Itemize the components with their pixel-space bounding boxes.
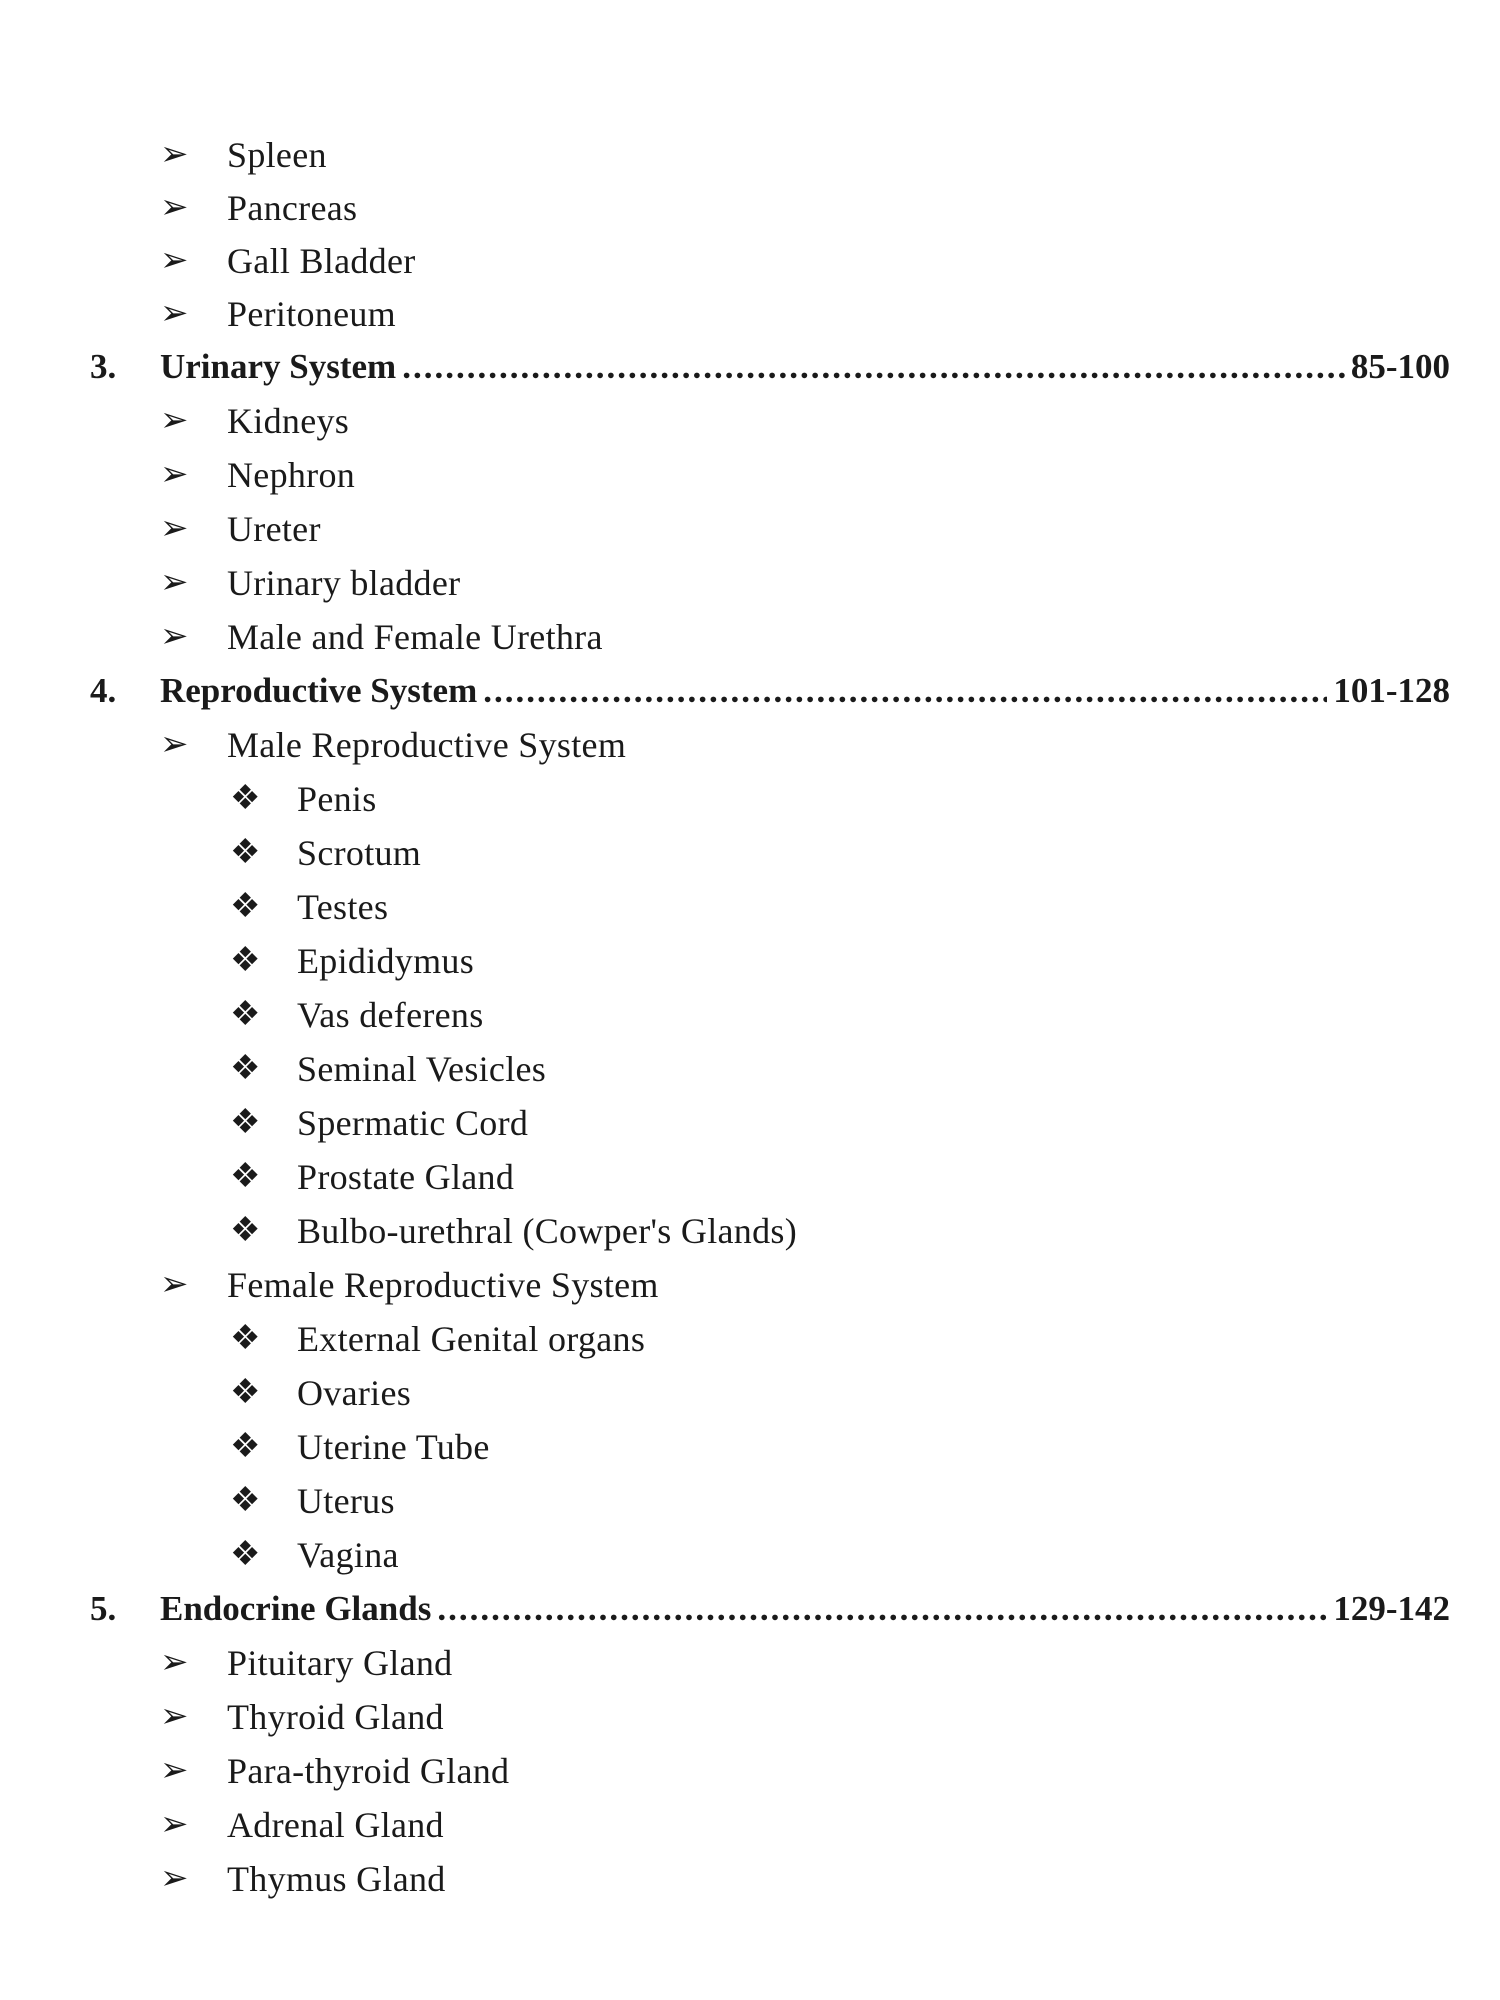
arrowhead-bullet-icon: ➢ bbox=[160, 136, 189, 173]
arrowhead-bullet-icon: ➢ bbox=[160, 189, 189, 226]
four-diamond-bullet-icon: ❖ bbox=[230, 1050, 261, 1087]
chapter-heading-reproductive-system bbox=[90, 664, 1450, 718]
arrowhead-bullet-icon: ➢ bbox=[160, 564, 189, 601]
four-diamond-bullet-icon: ❖ bbox=[230, 780, 261, 817]
arrowhead-bullet-icon: ➢ bbox=[160, 402, 189, 439]
toc-page: ➢ Spleen ➢ Pancreas ➢ Gall Bladder ➢ Peritoneum 3. Urinary System ..... 85-100 ➢ Kidneys ➢ Nephron ➢ Ureter ➢ Urinary bladder ➢ Male and Female Urethra 4. Reproductive System ..... 101-128 ➢ Male Reproductive System ❖ Penis ❖ Scrotum ❖ Testes ❖ Epididymus ❖ Vas deferens ❖ Seminal Vesicles ❖ Spermatic Cord ❖ Prostate Gland ❖ Bulbo-urethral (Cowper's Glands) ➢ Female Reproductive System ❖ External Genital organs ❖ Ovaries ❖ Uterine Tube ❖ Uterus ❖ Vagina 5. Endocrine Glands ..... 129-142 ➢ Pituitary Gland ➢ Thyroid Gland ➢ Para-thyroid Gland ➢ Adrenal Gland ➢ Thymus Gland bbox=[0, 0, 1500, 2000]
chapter-heading-endocrine-glands bbox=[90, 1582, 1450, 1636]
arrowhead-bullet-icon: ➢ bbox=[160, 242, 189, 279]
arrowhead-bullet-icon: ➢ bbox=[160, 1806, 189, 1843]
arrowhead-bullet-icon: ➢ bbox=[160, 1266, 189, 1303]
chapter-heading-urinary-system bbox=[90, 340, 1450, 394]
four-diamond-bullet-icon: ❖ bbox=[230, 888, 261, 925]
chapter-title: Endocrine Glands bbox=[160, 1589, 432, 1628]
four-diamond-bullet-icon: ❖ bbox=[230, 834, 261, 871]
four-diamond-bullet-icon: ❖ bbox=[230, 1428, 261, 1465]
arrowhead-bullet-icon: ➢ bbox=[160, 726, 189, 763]
arrowhead-bullet-icon: ➢ bbox=[160, 510, 189, 547]
chapter-pages: 85-100 bbox=[1350, 347, 1450, 386]
chapter-pages: 129-142 bbox=[1333, 1589, 1450, 1628]
arrowhead-bullet-icon: ➢ bbox=[160, 1752, 189, 1789]
arrowhead-bullet-icon: ➢ bbox=[160, 295, 189, 332]
arrowhead-bullet-icon: ➢ bbox=[160, 618, 189, 655]
four-diamond-bullet-icon: ❖ bbox=[230, 996, 261, 1033]
four-diamond-bullet-icon: ❖ bbox=[230, 1158, 261, 1195]
dot-leader bbox=[483, 664, 1327, 718]
arrowhead-bullet-icon: ➢ bbox=[160, 1698, 189, 1735]
four-diamond-bullet-icon: ❖ bbox=[230, 1104, 261, 1141]
four-diamond-bullet-icon: ❖ bbox=[230, 1374, 261, 1411]
four-diamond-bullet-icon: ❖ bbox=[230, 1482, 261, 1519]
chapter-title: Reproductive System bbox=[160, 671, 478, 710]
dot-leader bbox=[437, 1582, 1327, 1636]
chapter-number: 5. bbox=[90, 1589, 117, 1628]
four-diamond-bullet-icon: ❖ bbox=[230, 1536, 261, 1573]
four-diamond-bullet-icon: ❖ bbox=[230, 1212, 261, 1249]
chapter-number: 4. bbox=[90, 671, 117, 710]
arrowhead-bullet-icon: ➢ bbox=[160, 1644, 189, 1681]
chapter-number: 3. bbox=[90, 347, 117, 386]
chapter-title: Urinary System bbox=[160, 347, 397, 386]
dot-leader bbox=[402, 340, 1345, 394]
arrowhead-bullet-icon: ➢ bbox=[160, 456, 189, 493]
arrowhead-bullet-icon: ➢ bbox=[160, 1860, 189, 1897]
chapter-pages: 101-128 bbox=[1333, 671, 1450, 710]
four-diamond-bullet-icon: ❖ bbox=[230, 942, 261, 979]
four-diamond-bullet-icon: ❖ bbox=[230, 1320, 261, 1357]
